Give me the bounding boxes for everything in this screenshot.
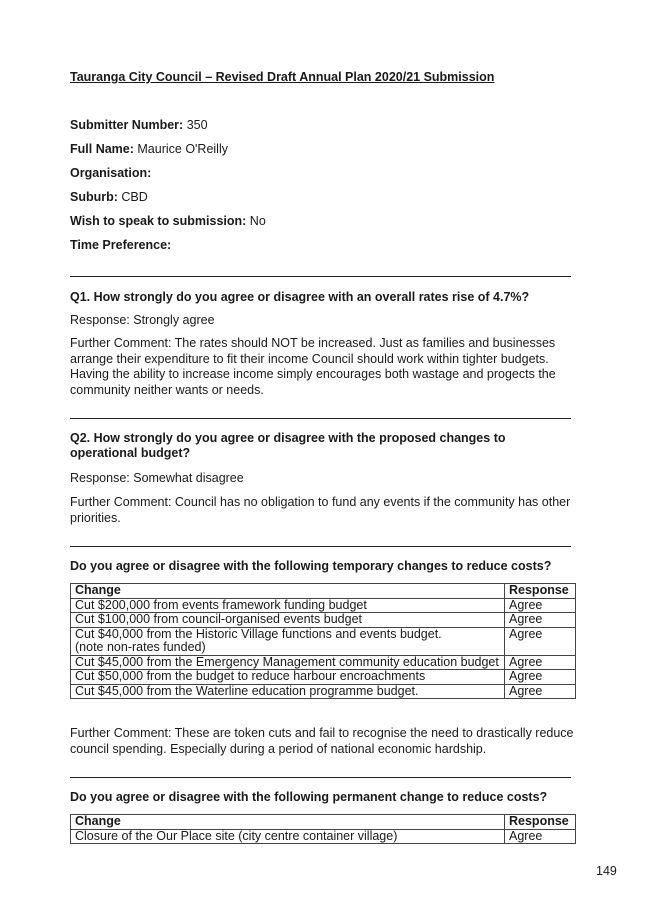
table-row bbox=[71, 829, 576, 844]
q2-response: Response: Somewhat disagree bbox=[70, 471, 244, 485]
response-cell: Agree bbox=[505, 670, 576, 685]
column-header-response: Response bbox=[505, 584, 576, 599]
suburb-field bbox=[70, 190, 148, 204]
response-cell: Agree bbox=[505, 829, 576, 844]
change-cell: Cut $50,000 from the budget to reduce harbour encroachments bbox=[71, 670, 505, 685]
change-cell bbox=[71, 627, 505, 655]
table-header-row bbox=[71, 815, 576, 830]
table-row bbox=[71, 670, 576, 685]
table-row bbox=[71, 655, 576, 670]
change-cell: Cut $100,000 from council-organised events budget bbox=[71, 613, 505, 628]
wish-to-speak-label: Wish to speak to submission: bbox=[70, 214, 247, 228]
time-preference-field bbox=[70, 238, 171, 252]
column-header-response: Response bbox=[505, 815, 576, 830]
temporary-changes-comment: Further Comment: These are token cuts and fail to recognise the need to drastically reduce council spending. Especially during a period of national economic hardship. bbox=[70, 726, 574, 756]
table-header-row bbox=[71, 584, 576, 599]
change-cell: Cut $45,000 from the Waterline education programme budget. bbox=[71, 684, 505, 699]
section-divider bbox=[70, 546, 571, 547]
organisation-field bbox=[70, 166, 151, 180]
change-cell: Cut $200,000 from events framework funding budget bbox=[71, 598, 505, 613]
organisation-label: Organisation: bbox=[70, 166, 152, 180]
table-row bbox=[71, 613, 576, 628]
full-name-field bbox=[70, 142, 228, 156]
change-cell-line: Cut $40,000 from the Historic Village functions and events budget. bbox=[75, 626, 442, 641]
wish-to-speak-value: No bbox=[249, 214, 266, 228]
table-row bbox=[71, 598, 576, 613]
temporary-changes-question: Do you agree or disagree with the following temporary changes to reduce costs? bbox=[70, 559, 552, 573]
section-divider bbox=[70, 777, 571, 778]
time-preference-label: Time Preference: bbox=[70, 238, 172, 252]
submitter-number-label: Submitter Number: bbox=[70, 118, 184, 132]
q1-question: Q1. How strongly do you agree or disagree with an overall rates rise of 4.7%? bbox=[70, 290, 530, 304]
response-cell: Agree bbox=[505, 598, 576, 613]
section-divider bbox=[70, 418, 571, 419]
wish-to-speak-field bbox=[70, 214, 266, 228]
page-number: 149 bbox=[596, 864, 617, 878]
change-cell: Cut $45,000 from the Emergency Management community education budget bbox=[71, 655, 505, 670]
temporary-changes-table bbox=[70, 583, 576, 699]
response-cell: Agree bbox=[505, 613, 576, 628]
document-title: Tauranga City Council – Revised Draft Annual Plan 2020/21 Submission bbox=[70, 70, 495, 84]
q2-question: Q2. How strongly do you agree or disagree with the proposed changes to operational budget? bbox=[70, 431, 506, 460]
response-cell: Agree bbox=[505, 627, 576, 655]
column-header-change: Change bbox=[71, 584, 505, 599]
table-row bbox=[71, 627, 576, 655]
column-header-change: Change bbox=[71, 815, 505, 830]
q1-response: Response: Strongly agree bbox=[70, 313, 215, 327]
suburb-value: CBD bbox=[121, 190, 148, 204]
change-cell: Closure of the Our Place site (city centre container village) bbox=[71, 829, 505, 844]
q2-comment: Further Comment: Council has no obligation to fund any events if the community has other priorities. bbox=[70, 495, 571, 525]
response-cell: Agree bbox=[505, 684, 576, 699]
full-name-value: Maurice O'Reilly bbox=[137, 142, 228, 156]
table-row bbox=[71, 684, 576, 699]
full-name-label: Full Name: bbox=[70, 142, 134, 156]
q1-comment: Further Comment: The rates should NOT be increased. Just as families and businesses arrange their expenditure to fit their income Council should work within tighter budgets. Having the ability to increase income simply encourages both wastage and progects the community neither wants or needs. bbox=[70, 336, 556, 397]
permanent-change-question: Do you agree or disagree with the following permanent change to reduce costs? bbox=[70, 790, 548, 804]
submitter-number-field bbox=[70, 118, 208, 132]
change-cell-note: (note non-rates funded) bbox=[75, 640, 206, 654]
suburb-label: Suburb: bbox=[70, 190, 118, 204]
submitter-number-value: 350 bbox=[186, 118, 208, 132]
section-divider bbox=[70, 276, 571, 277]
response-cell: Agree bbox=[505, 655, 576, 670]
permanent-change-table bbox=[70, 814, 576, 844]
